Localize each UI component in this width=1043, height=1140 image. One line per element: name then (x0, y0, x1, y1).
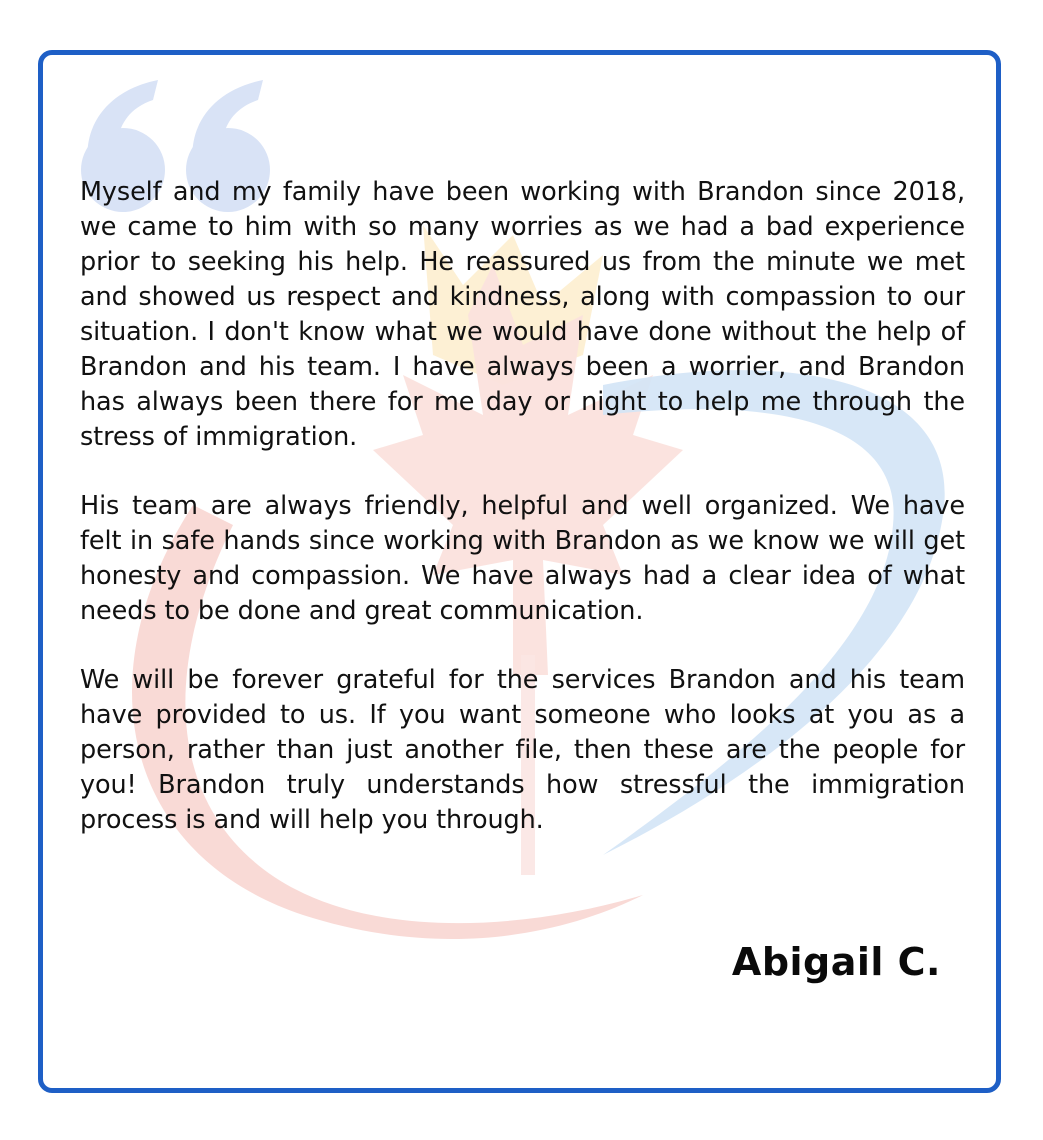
testimonial-body (80, 175, 965, 838)
testimonial-paragraph-3: We will be forever grateful for the services Brandon and his team have provided to us. If you want someone who looks at you as a person, rather than just another file, then these are the people for you! Brandon truly understands how stressful the immigration process is and will help you through. (80, 665, 965, 835)
testimonial-card (38, 50, 1001, 1093)
testimonial-paragraph-1: Myself and my family have been working with Brandon since 2018, we came to him with so many worries as we had a bad experience prior to seeking his help. He reassured us from the minute we met and showed us respect and kindness, along with compassion to our situation. I don't know what we would have done without the help of Brandon and his team. I have always been a worrier, and Brandon has always been there for me day or night to help me through the stress of immigration. (80, 177, 965, 452)
testimonial-paragraph-2: His team are always friendly, helpful and well organized. We have felt in safe hands since working with Brandon as we know we will get honesty and compassion. We have always had a clear idea of what needs to be done and great communication. (80, 491, 965, 626)
testimonial-author: Abigail C. (731, 940, 941, 984)
